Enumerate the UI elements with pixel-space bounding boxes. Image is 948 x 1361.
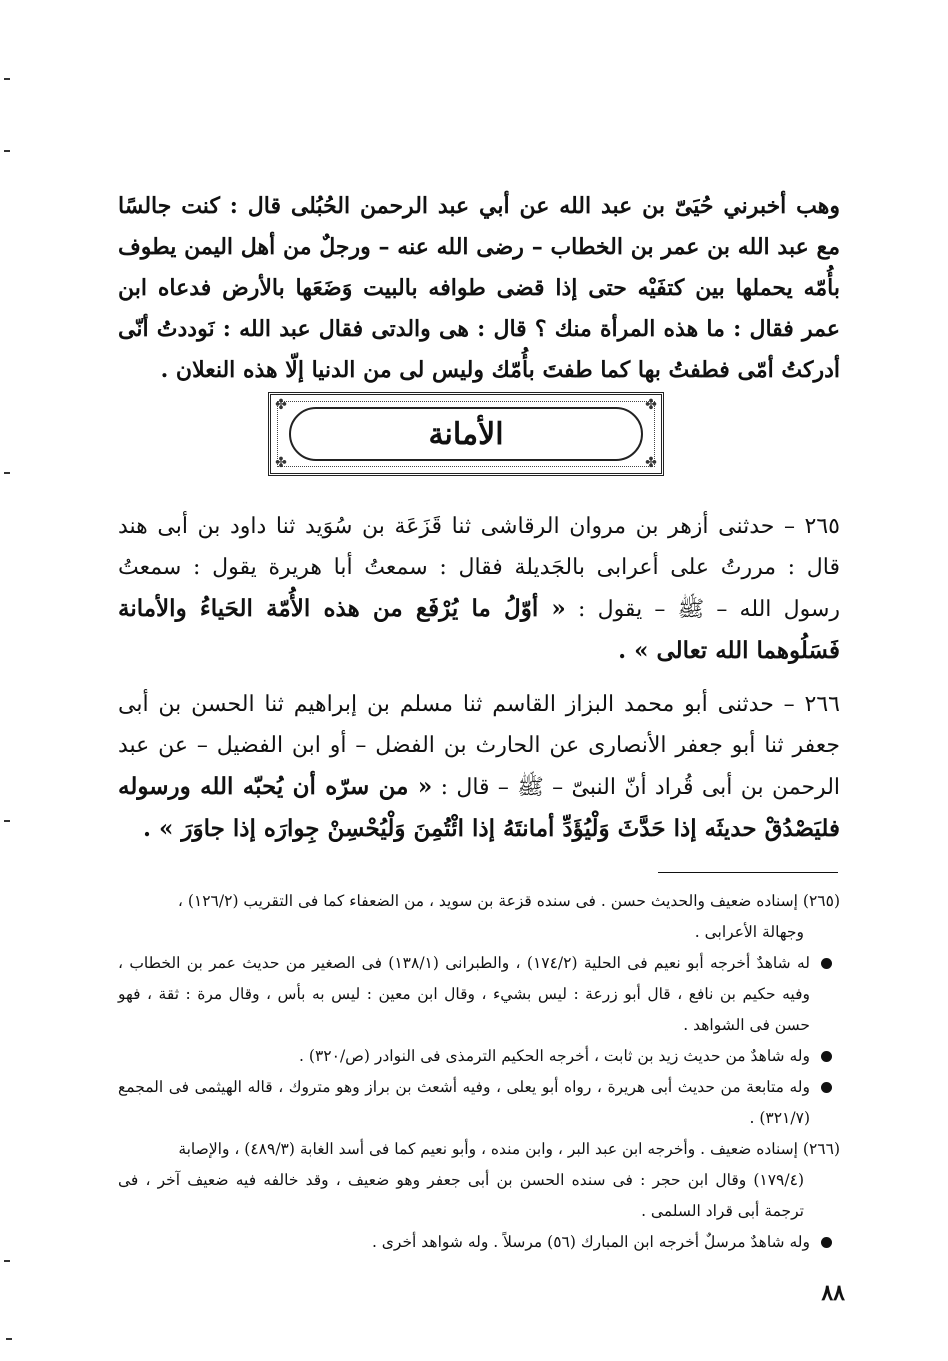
ornament-icon: ✤ (275, 455, 287, 471)
intro-paragraph-text: وهب أخبرني حُيَىّ بن عبد الله عن أبي عبد الرحمن الحُبُلى قال : كنت جالسًا مع عبد الله بن عمر بن الخطاب – رضى الله عنه – ورجلٌ من أهل اليمن يطوف بأُمّه يحملها بين كتفَيْه حتى إذا قضى طوافه بالبيت وَضَعَها بالأرض فدعاه ابن عمر فقال : ما هذه المرأة منك ؟ قال : هى والدتى فقال عبد الله : نَوددتُ أنّى أدركتُ أمّى فطفتُ بها كما طفتَ بأُمّك وليس لى من الدنيا إلّا هذه النعلان . (118, 193, 840, 383)
scan-mark (4, 78, 10, 80)
hadith-265 (118, 506, 840, 672)
footnote-separator (658, 872, 838, 873)
section-title: الأمانة (428, 416, 504, 452)
hadith-265-quote: « أوّلُ ما يُرْفَع من هذه الأُمّة الحَياءُ والأمانة فَسَلُوهما الله تعالى » . (118, 595, 840, 664)
page-number: ٨٨ (821, 1280, 845, 1306)
scan-mark (4, 820, 10, 822)
scan-mark (4, 150, 10, 152)
section-heading-frame (268, 392, 664, 476)
ornament-icon: ✤ (275, 397, 287, 413)
hadith-266 (118, 684, 840, 850)
footnote-bullet (118, 1041, 840, 1072)
bullet-icon (821, 1237, 832, 1248)
scan-mark (6, 1338, 12, 1340)
hadith-266-paragraph (118, 684, 840, 850)
footnote-bullet-text: وله شاهدٌ من حديث زيد بن ثابت ، أخرجه الحكيم الترمذى فى النوادر (ص/٣٢٠) . (299, 1047, 810, 1065)
footnote-266-continued: (١٧٩/٤) وقال ابن حجر : فى سنده الحسن بن أبى جعفر وهو ضعيف ، وقد خالفه فيه ضعيف آخر ، فى ترجمة أبى قراد السلمى . (118, 1171, 804, 1220)
footnotes (118, 886, 840, 1258)
scan-mark (4, 472, 10, 474)
section-heading-box (289, 407, 643, 461)
footnote-bullet (118, 1072, 840, 1134)
ornament-icon: ✤ (645, 455, 657, 471)
hadith-266-intro: ٢٦٦ – حدثنى أبو محمد البزاز القاسم ثنا مسلم بن إبراهيم ثنا الحسن بن أبى جعفر ثنا أبو جعفر الأنصارى عن الحارث بن الفضل – أو ابن الفضيل – عن عبد الرحمن بن أبى قُراد أنّ النبىّ – ﷺ – قال : (118, 692, 841, 800)
bullet-icon (821, 1082, 832, 1093)
footnote-265-continued: وجهالة الأعرابى . (694, 923, 804, 941)
footnote-bullet-text: وله شاهدٌ مرسلٌ أخرجه ابن المبارك (٥٦) مرسلاً . وله شواهد أخرى . (371, 1233, 810, 1251)
bullet-icon (821, 1051, 832, 1062)
bullet-icon (821, 958, 832, 969)
hadith-265-paragraph (118, 506, 840, 672)
footnote-bullet (118, 948, 840, 1041)
scan-mark (4, 1260, 10, 1262)
hadith-265-intro: ٢٦٥ – حدثنى أزهر بن مروان الرقاشى ثنا قَزَعَة بن سُوَيد ثنا داود بن أبى هند قال : مررتُ على أعرابى بالجَديلة فقال : سمعتُ أبا هريرة يقول : سمعتُ رسول الله – ﷺ – يقول : (118, 514, 841, 622)
footnote-bullet-text: وله متابعة من حديث أبى هريرة ، رواه أبو يعلى ، وفيه أشعث بن براز وهو متروك ، قاله الهيثمى فى المجمع (٣٢١/٧) . (118, 1078, 810, 1127)
footnote-265: (٢٦٥) إسناده ضعيف والحديث حسن . فى سنده قزعة بن سويد ، من الضعفاء كما فى التقريب (١٢٦/٢) ، (177, 892, 840, 910)
ornament-icon: ✤ (645, 397, 657, 413)
footnote-bullet (118, 1227, 840, 1258)
footnote-266: (٢٦٦) إسناده ضعيف . وأخرجه ابن عبد البر ، وابن منده ، وأبو نعيم كما فى أسد الغابة (٤٨٩/٣) ، والإصابة (178, 1140, 840, 1158)
hadith-266-quote: « من سرّه أن يُحبّه الله ورسوله فليَصْدُقْ حديثَه إذا حَدَّثَ وَلْيُؤَدِّ أمانتَهُ إذا ائْتُمِنَ وَلْيُحْسِنْ جِوارَه إذا جاوَرَ » . (118, 773, 840, 842)
footnote-bullet-text: له شاهدٌ أخرجه أبو نعيم فى الحلية (١٧٤/٢) ، والطبرانى (١٣٨/١) فى الصغير من حديث عمر بن الخطاب ، وفيه حكيم بن نافع ، قال أبو زرعة : ليس بشيء ، وقال ابن معين : ليس به بأس ، وقال مرة : ثقة ، فهو حسن فى الشواهد . (118, 954, 810, 1034)
intro-paragraph (118, 186, 840, 391)
